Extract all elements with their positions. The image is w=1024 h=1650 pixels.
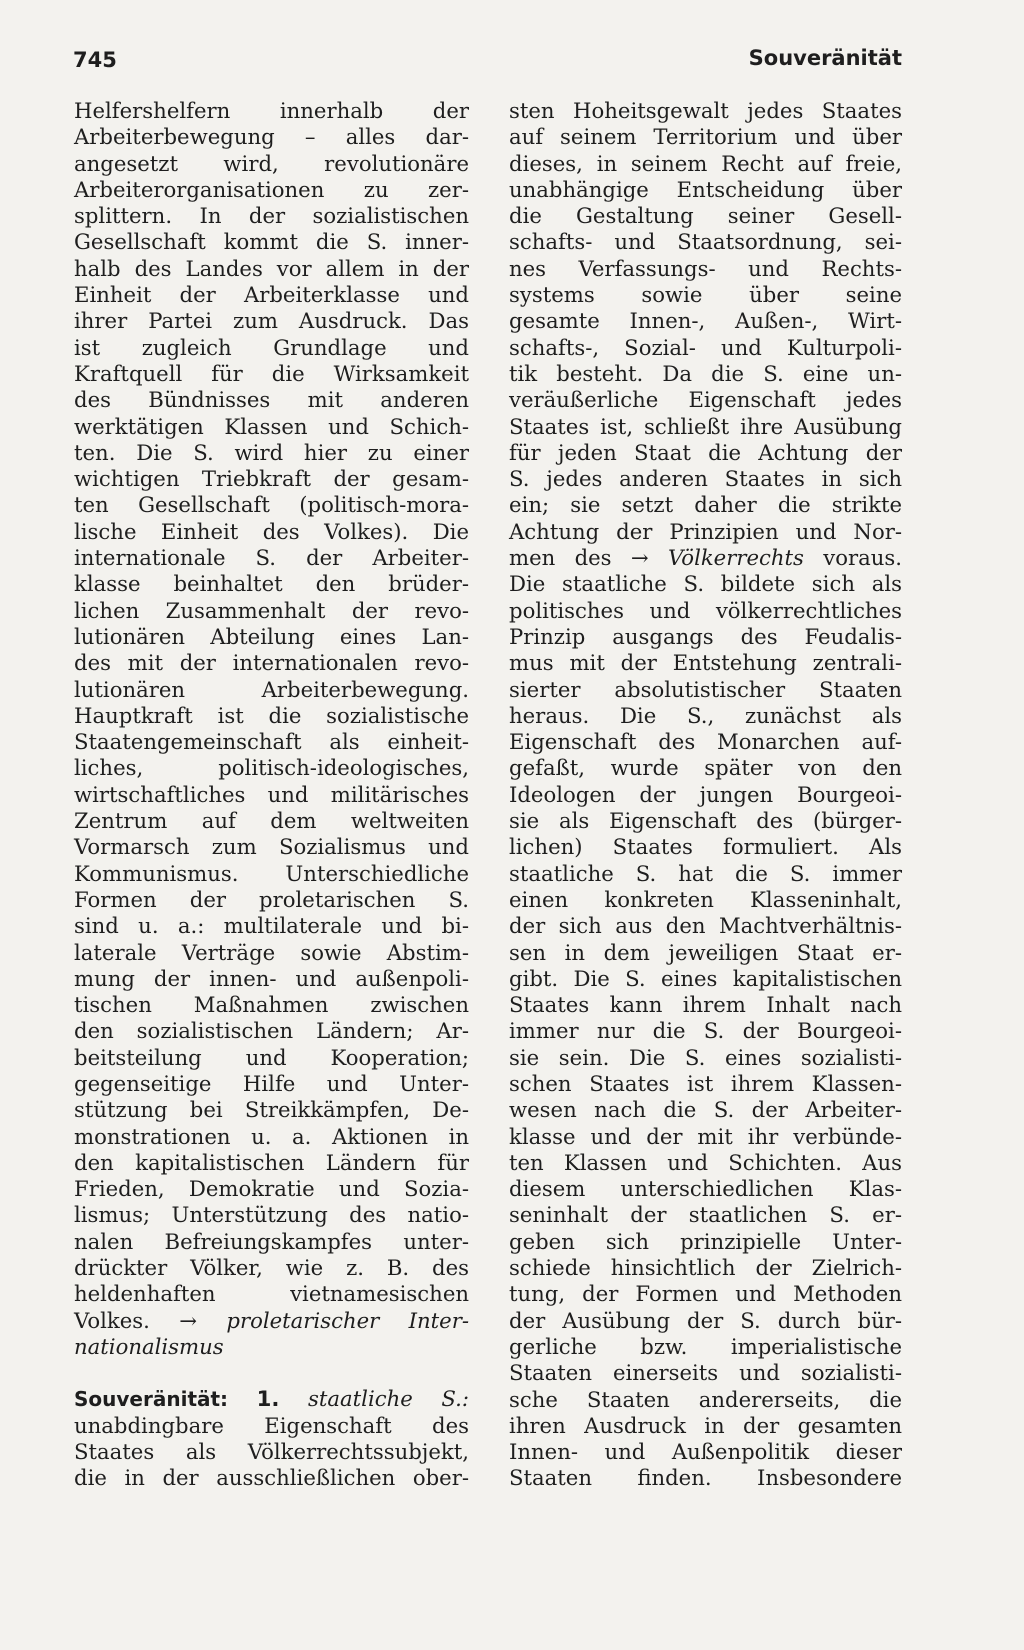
text-line: Helfershelfern innerhalb der <box>74 98 469 123</box>
text-line: Formen der proletarischen S. <box>74 886 469 912</box>
text-line: heraus. Die S., zunächst als <box>509 702 902 728</box>
text-line: stützung bei Streikkämpfen, De- <box>74 1097 469 1123</box>
running-head: Souveränität <box>748 46 902 70</box>
text-line: lichen Zusammenhalt der revo- <box>74 597 469 623</box>
text-line: gibt. Die S. eines kapitalistischen <box>509 965 902 991</box>
text-line: des mit der internationalen revo- <box>74 650 469 676</box>
text-line: Kommunismus. Unterschiedliche <box>74 860 469 886</box>
text-line: ihren Ausdruck in der gesamten <box>509 1412 902 1438</box>
text-line: ten. Die S. wird hier zu einer <box>74 439 469 465</box>
cross-reference: proletarischer Inter- <box>226 1307 469 1333</box>
text-line: lismus; Unterstützung des natio- <box>74 1202 469 1228</box>
text-line: unabdingbare Eigenschaft des <box>74 1412 469 1438</box>
text-line: Hauptkraft ist die sozialistische <box>74 702 469 728</box>
text-line: gefaßt, wurde später von den <box>509 755 902 781</box>
text-line: geben sich prinzipielle Unter- <box>509 1228 902 1254</box>
text-line: tik besteht. Da die S. eine un- <box>509 360 902 386</box>
text-line: tischen Maßnahmen zwischen <box>74 992 469 1018</box>
text-line: ein; sie setzt daher die strikte <box>509 492 902 518</box>
text-line: monstrationen u. a. Aktionen in <box>74 1123 469 1149</box>
text-line: den sozialistischen Ländern; Ar- <box>74 1018 469 1044</box>
text-line: Zentrum auf dem weltweiten <box>74 808 469 834</box>
text-line: sind u. a.: multilaterale und bi- <box>74 913 469 939</box>
text-line: Arbeiterorganisationen zu zer- <box>74 176 469 202</box>
text-line: werktätigen Klassen und Schich- <box>74 413 469 439</box>
text-line: schafts- und Staatsordnung, sei- <box>509 229 902 255</box>
right-column-lines-top <box>509 98 902 545</box>
cross-reference-continuation: nationalismus <box>74 1333 224 1359</box>
text-line: drückter Völker, wie z. B. des <box>74 1255 469 1281</box>
text-line: men des → Völkerrechts voraus. <box>509 545 902 571</box>
text-line: heldenhaften vietnamesischen <box>74 1281 469 1307</box>
sense-label: staatliche S.: <box>308 1386 469 1412</box>
text-line: schafts-, Sozial- und Kulturpoli- <box>509 334 902 360</box>
text-line: lutionären Arbeiterbewegung. <box>74 676 469 702</box>
text-line: sten Hoheitsgewalt jedes Staates <box>509 98 902 123</box>
text-line: tung, der Formen und Methoden <box>509 1281 902 1307</box>
entry-headword: Souveränität: <box>74 1387 229 1412</box>
text-line: klasse beinhaltet den brüder- <box>74 571 469 597</box>
text-line: internationale S. der Arbeiter- <box>74 545 469 571</box>
text-line: diesem unterschiedlichen Klas- <box>509 1176 902 1202</box>
text-line: ten Gesellschaft (politisch-mora- <box>74 492 469 518</box>
text-line: wichtigen Triebkraft der gesam- <box>74 466 469 492</box>
entry-lines <box>74 1413 469 1492</box>
text-line: ist zugleich Grundlage und <box>74 334 469 360</box>
cross-reference: Völkerrechts <box>667 545 804 571</box>
text-line: sche Staaten andererseits, die <box>509 1386 902 1412</box>
text-line: die Gestaltung seiner Gesell- <box>509 203 902 229</box>
text-line: laterale Verträge sowie Abstim- <box>74 939 469 965</box>
text-line: Staatengemeinschaft als einheit- <box>74 729 469 755</box>
text-line: lichen) Staates formuliert. Als <box>509 834 902 860</box>
text-line: gerliche bzw. imperialistische <box>509 1333 902 1359</box>
text-line: Staaten einerseits und sozialisti- <box>509 1360 902 1386</box>
text-line: sen in dem jeweiligen Staat er- <box>509 939 902 965</box>
right-column <box>509 98 902 1492</box>
text-line: dieses, in seinem Recht auf freie, <box>509 150 902 176</box>
text-line: klasse und der mit ihr verbünde- <box>509 1123 902 1149</box>
text-line: der Ausübung der S. durch bür- <box>509 1307 902 1333</box>
left-column <box>74 98 469 1491</box>
text-line: splittern. In der sozialistischen <box>74 203 469 229</box>
text-line: gegenseitige Hilfe und Unter- <box>74 1070 469 1096</box>
text-line: mus mit der Entstehung zentrali- <box>509 650 902 676</box>
text-line: seninhalt der staatlichen S. er- <box>509 1202 902 1228</box>
text-line: veräußerliche Eigenschaft jedes <box>509 387 902 413</box>
paragraph-gap <box>74 1360 469 1386</box>
text-line: Ideologen der jungen Bourgeoi- <box>509 781 902 807</box>
text-line: Volkes. → proletarischer Inter- <box>74 1307 469 1333</box>
text-line: mung der innen- und außenpoli- <box>74 965 469 991</box>
text-line: der sich aus den Machtverhältnis- <box>509 913 902 939</box>
text-line: angesetzt wird, revolutionäre <box>74 150 469 176</box>
text-line: des Bündnisses mit anderen <box>74 387 469 413</box>
text-line: Frieden, Demokratie und Sozia- <box>74 1176 469 1202</box>
right-column-lines-bottom <box>509 571 902 1491</box>
text-line: nalen Befreiungskampfes unter- <box>74 1228 469 1254</box>
text-line: schiede hinsichtlich der Zielrich- <box>509 1255 902 1281</box>
text-line: Achtung der Prinzipien und Nor- <box>509 518 902 544</box>
text-line: nes Verfassungs- und Rechts- <box>509 255 902 281</box>
text-line: den kapitalistischen Ländern für <box>74 1149 469 1175</box>
page-number: 745 <box>73 48 117 72</box>
text-line: immer nur die S. der Bourgeoi- <box>509 1018 902 1044</box>
text-line: auf seinem Territorium und über <box>509 124 902 150</box>
left-column-lines <box>74 98 469 1308</box>
text-line: ten Klassen und Schichten. Aus <box>509 1149 902 1175</box>
entry-headword-line <box>74 1386 469 1412</box>
text-line: gesamte Innen-, Außen-, Wirt- <box>509 308 902 334</box>
cross-reference-arrow-icon: → <box>630 545 649 571</box>
sense-number: 1. <box>256 1386 280 1412</box>
text-line: Innen- und Außenpolitik dieser <box>509 1439 902 1465</box>
text-line: die in der ausschließlichen ober- <box>74 1465 469 1491</box>
text-line: Einheit der Arbeiterklasse und <box>74 282 469 308</box>
text-line: Eigenschaft des Monarchen auf- <box>509 729 902 755</box>
text-line: Arbeiterbewegung – alles dar- <box>74 124 469 150</box>
text-line: S. jedes anderen Staates in sich <box>509 466 902 492</box>
text-line: Staates ist, schließt ihre Ausübung <box>509 413 902 439</box>
text-line: Prinzip ausgangs des Feudalis- <box>509 623 902 649</box>
text-line: lische Einheit des Volkes). Die <box>74 518 469 544</box>
text-line: staatliche S. hat die S. immer <box>509 860 902 886</box>
text-line: halb des Landes vor allem in der <box>74 255 469 281</box>
text-line: Gesellschaft kommt die S. inner- <box>74 229 469 255</box>
text-line: Staates als Völkerrechtssubjekt, <box>74 1438 469 1464</box>
text-line: wirtschaftliches und militärisches <box>74 781 469 807</box>
text-line: liches, politisch-ideologisches, <box>74 755 469 781</box>
text-line: Die staatliche S. bildete sich als <box>509 571 902 597</box>
text-line: beitsteilung und Kooperation; <box>74 1044 469 1070</box>
cross-reference-arrow-icon: → <box>179 1307 198 1333</box>
text-line: für jeden Staat die Achtung der <box>509 439 902 465</box>
text-line: systems sowie über seine <box>509 282 902 308</box>
text-line: politisches und völkerrechtliches <box>509 597 902 623</box>
text-line: wesen nach die S. der Arbeiter- <box>509 1097 902 1123</box>
text-line: Vormarsch zum Sozialismus und <box>74 834 469 860</box>
text-line: sie als Eigenschaft des (bürger- <box>509 808 902 834</box>
text-line: schen Staates ist ihrem Klassen- <box>509 1070 902 1096</box>
text-line: sie sein. Die S. eines sozialisti- <box>509 1044 902 1070</box>
text-line: Kraftquell für die Wirksamkeit <box>74 360 469 386</box>
text-line: unabhängige Entscheidung über <box>509 176 902 202</box>
text-line: Staates kann ihrem Inhalt nach <box>509 992 902 1018</box>
text-line: sierter absolutistischer Staaten <box>509 676 902 702</box>
text-line: einen konkreten Klasseninhalt, <box>509 886 902 912</box>
text-line: Staaten finden. Insbesondere <box>509 1465 902 1491</box>
text-line: lutionären Abteilung eines Lan- <box>74 623 469 649</box>
text-line: ihrer Partei zum Ausdruck. Das <box>74 308 469 334</box>
